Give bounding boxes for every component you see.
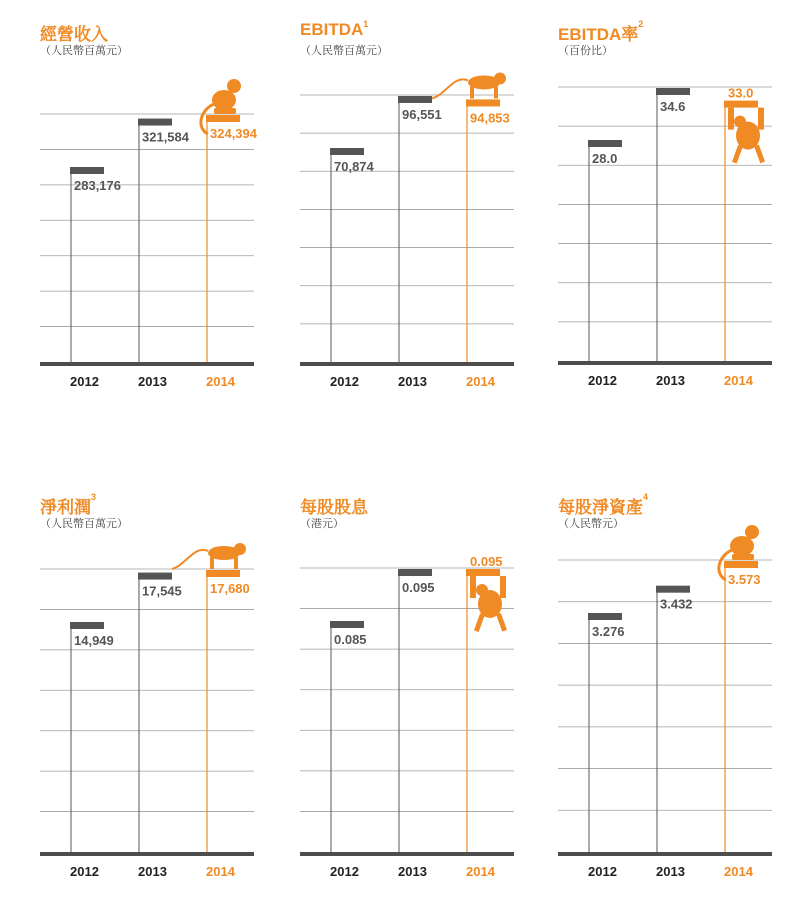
data-label: 28.0 xyxy=(592,151,618,166)
tick-label: 2013 xyxy=(656,864,685,879)
tick-label: 2012 xyxy=(588,373,617,388)
data-label: 17,680 xyxy=(210,581,250,596)
chart-plot xyxy=(558,20,798,420)
data-label: 283,176 xyxy=(74,178,121,193)
bar xyxy=(206,570,240,577)
bar xyxy=(398,569,432,576)
data-label: 3.276 xyxy=(592,624,625,639)
tick-label: 2013 xyxy=(656,373,685,388)
tick-label: 2012 xyxy=(70,864,99,879)
chart-title: 每股淨資產$^4$ xyxy=(558,492,649,517)
chart-title: EBITDA$^1$ xyxy=(300,19,369,39)
tick-label: 2013 xyxy=(138,374,167,389)
data-label: 3.432 xyxy=(660,596,693,612)
chart-subtitle: （人民幣元） xyxy=(558,518,624,530)
bar xyxy=(588,613,622,620)
chart-panel-dividend-per-share xyxy=(300,493,540,893)
tick-label: 2014 xyxy=(466,374,495,389)
data-label: 0.095 xyxy=(470,554,503,569)
tick-label: 2013 xyxy=(398,374,427,389)
tick-label: 2013 xyxy=(138,864,167,879)
baseline xyxy=(300,852,514,856)
bar xyxy=(138,573,172,580)
tick-label: 2014 xyxy=(206,864,235,879)
chart-subtitle: （港元） xyxy=(300,518,344,530)
data-label: 94,853 xyxy=(470,110,510,126)
tick-label: 2013 xyxy=(398,864,427,879)
tick-label: 2014 xyxy=(724,864,753,879)
data-label: 33.0 xyxy=(728,85,754,101)
chart-title: 每股股息 xyxy=(300,498,368,517)
bar xyxy=(724,561,758,568)
bar xyxy=(466,569,500,576)
data-label: 3.573 xyxy=(728,572,761,587)
chart-title: 經營收入 xyxy=(40,25,108,44)
baseline xyxy=(558,852,772,856)
bar xyxy=(206,115,240,122)
hanging-monkey-icon xyxy=(470,576,507,632)
bar xyxy=(656,586,690,593)
walking-monkey-icon xyxy=(172,543,246,569)
bar xyxy=(466,99,500,106)
bar xyxy=(138,119,172,126)
chart-plot xyxy=(558,493,798,893)
data-label: 321,584 xyxy=(142,129,189,145)
chart-panel-net-assets-per-share xyxy=(558,493,798,893)
chart-plot xyxy=(40,493,280,893)
data-label: 14,949 xyxy=(74,633,114,648)
chart-panel-ebitda-margin xyxy=(558,20,798,420)
chart-plot xyxy=(300,20,540,420)
bar xyxy=(330,148,364,155)
bar xyxy=(330,621,364,628)
tick-label: 2012 xyxy=(588,864,617,879)
chart-panel-operating-revenue xyxy=(40,20,280,420)
chart-subtitle: （人民幣百萬元） xyxy=(300,45,388,57)
tick-label: 2014 xyxy=(724,373,753,388)
chart-subtitle: （百份比） xyxy=(558,45,613,57)
chart-panel-net-profit xyxy=(40,493,280,893)
baseline xyxy=(558,361,772,365)
bar xyxy=(70,167,104,174)
baseline xyxy=(40,362,254,366)
data-label: 17,545 xyxy=(142,583,182,599)
bar xyxy=(70,622,104,629)
data-label: 70,874 xyxy=(334,159,374,174)
chart-subtitle: （人民幣百萬元） xyxy=(40,518,128,530)
tick-label: 2012 xyxy=(330,864,359,879)
tick-label: 2012 xyxy=(70,374,99,389)
chart-plot xyxy=(300,493,540,893)
data-label: 0.085 xyxy=(334,632,367,647)
bar xyxy=(398,96,432,103)
tick-label: 2014 xyxy=(206,374,235,389)
chart-panel-ebitda xyxy=(300,20,540,420)
chart-plot xyxy=(40,20,280,420)
bar xyxy=(588,140,622,147)
tick-label: 2014 xyxy=(466,864,495,879)
chart-title: 淨利潤$^3$ xyxy=(40,492,97,517)
bar xyxy=(656,88,690,95)
bar xyxy=(724,101,758,108)
data-label: 324,394 xyxy=(210,126,257,141)
baseline xyxy=(40,852,254,856)
baseline xyxy=(300,362,514,366)
data-label: 0.095 xyxy=(402,580,435,595)
chart-subtitle: （人民幣百萬元） xyxy=(40,45,128,57)
hanging-monkey-icon xyxy=(728,108,765,164)
walking-monkey-icon xyxy=(432,72,506,98)
data-label: 34.6 xyxy=(660,99,686,114)
data-label: 96,551 xyxy=(402,107,442,122)
tick-label: 2012 xyxy=(330,374,359,389)
chart-title: EBITDA率$^2$ xyxy=(558,19,644,44)
